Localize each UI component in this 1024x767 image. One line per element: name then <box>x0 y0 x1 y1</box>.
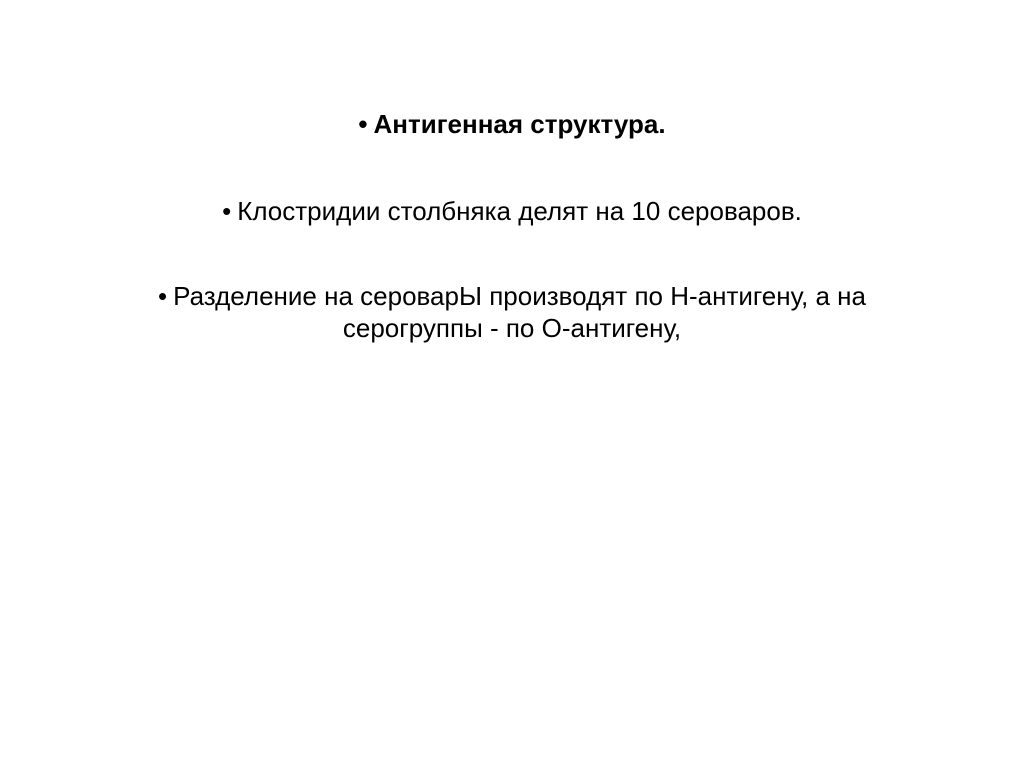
bullet-dot-icon: • <box>158 281 168 311</box>
bullet-dot-icon: • <box>222 196 232 226</box>
bullet-text: Клостридии столбняка делят на 10 сероваров. <box>237 196 802 226</box>
bullet-text: Разделение на сероварЫ производят по Н-антигену, а на серогруппы - по О-антигену, <box>173 281 866 343</box>
bullet-item-serovars-count <box>110 195 914 227</box>
bullet-list <box>110 108 914 344</box>
bullet-dot-icon: • <box>358 109 368 139</box>
bullet-item-antigen-structure <box>110 108 914 140</box>
bullet-item-serovar-division <box>110 280 914 344</box>
bullet-text: Антигенная структура. <box>373 109 666 139</box>
